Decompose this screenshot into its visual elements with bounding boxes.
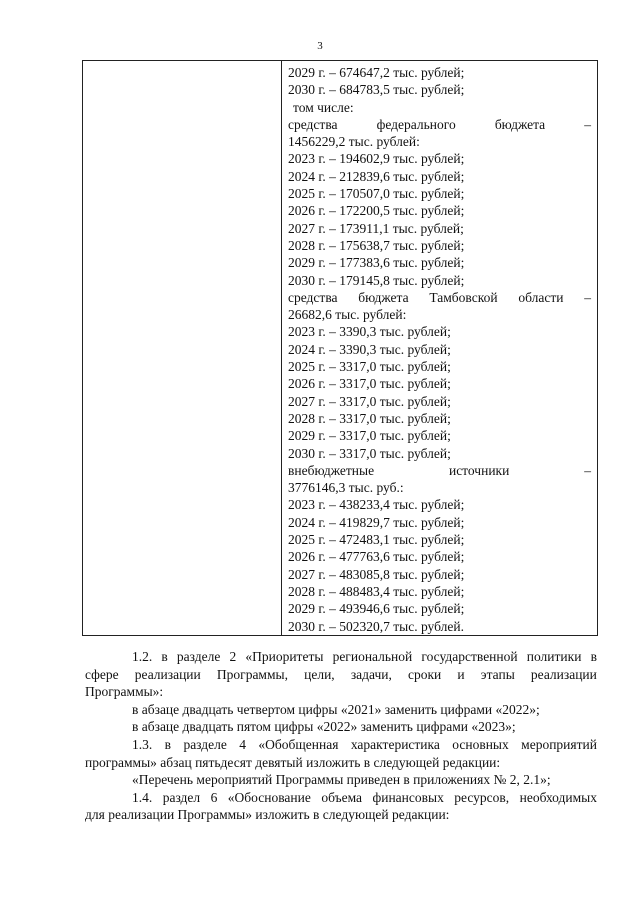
table-word: бюджета bbox=[494, 116, 546, 132]
body-word: 6 bbox=[210, 789, 218, 805]
paragraph-1-2-line-1 bbox=[85, 648, 597, 666]
table-column-divider bbox=[281, 61, 282, 635]
table-line: 1456229,2 тыс. рублей: bbox=[288, 134, 420, 150]
body-word: объема bbox=[321, 789, 363, 805]
table-line bbox=[288, 289, 591, 306]
table-word: бюджета bbox=[358, 289, 409, 305]
table-line: 2027 г. – 173911,1 тыс. рублей; bbox=[288, 220, 464, 236]
body-word: «Приоритеты bbox=[245, 649, 324, 664]
table-line: 2028 г. – 488483,4 тыс. рублей; bbox=[288, 583, 465, 599]
table-line: 2028 г. – 175638,7 тыс. рублей; bbox=[288, 237, 465, 253]
paragraph-24th-abzac: в абзаце двадцать четвертом цифры «2021» заменить цифрами «2022»; bbox=[132, 701, 540, 717]
paragraph-1-4-line-1 bbox=[85, 789, 597, 807]
table-line: 2030 г. – 179145,8 тыс. рублей; bbox=[288, 272, 465, 288]
body-word: 1.3. bbox=[132, 736, 153, 752]
table-word: области bbox=[518, 289, 564, 305]
paragraph-measures-list: «Перечень мероприятий Программы приведен в приложениях № 2, 2.1»; bbox=[132, 772, 551, 788]
table-line: 2027 г. – 3317,0 тыс. рублей; bbox=[288, 393, 451, 409]
table-line: 2030 г. – 502320,7 тыс. рублей. bbox=[288, 618, 464, 634]
table-line: 2029 г. – 493946,6 тыс. рублей; bbox=[288, 601, 465, 617]
table-word: источники bbox=[448, 462, 510, 478]
body-word: «Обоснование bbox=[227, 789, 311, 805]
table-line bbox=[288, 116, 591, 133]
body-word: 1.2. bbox=[132, 649, 153, 664]
body-word: региональной bbox=[332, 649, 413, 664]
table-word: – bbox=[584, 289, 591, 305]
body-word: разделе bbox=[183, 736, 227, 752]
body-word: и bbox=[457, 666, 465, 682]
table-line bbox=[288, 462, 591, 479]
table-line: 2028 г. – 3317,0 тыс. рублей; bbox=[288, 410, 451, 426]
body-word: ресурсов, bbox=[454, 789, 510, 805]
table-line: 2026 г. – 172200,5 тыс. рублей; bbox=[288, 203, 465, 219]
table-line: 2027 г. – 483085,8 тыс. рублей; bbox=[288, 566, 465, 582]
financing-table bbox=[82, 60, 598, 636]
table-line: 2024 г. – 212839,6 тыс. рублей; bbox=[288, 168, 465, 184]
body-word: Программы, bbox=[216, 666, 288, 682]
body-word: сфере bbox=[85, 666, 119, 682]
body-word: 1.4. bbox=[132, 789, 153, 805]
body-word: основных bbox=[452, 736, 509, 752]
table-line: 2025 г. – 472483,1 тыс. рублей; bbox=[288, 532, 465, 548]
body-word: в bbox=[161, 649, 168, 664]
table-line: 2029 г. – 674647,2 тыс. рублей; bbox=[288, 65, 465, 80]
body-word: сроки bbox=[408, 666, 442, 682]
table-word: средства bbox=[288, 116, 338, 132]
table-word: – bbox=[584, 116, 591, 132]
paragraph-1-2-line-2 bbox=[85, 666, 597, 684]
body-word: 4 bbox=[239, 736, 247, 752]
table-line: 2030 г. – 3317,0 тыс. рублей; bbox=[288, 445, 451, 461]
body-word: характеристика bbox=[350, 736, 440, 752]
table-word: внебюджетные bbox=[288, 462, 375, 478]
paragraph-1-3-line-2: программы» абзац пятьдесят девятый изложить в следующей редакции: bbox=[85, 754, 501, 770]
body-word: государственной bbox=[421, 649, 518, 664]
table-line: 26682,6 тыс. рублей: bbox=[288, 307, 407, 323]
table-word: Тамбовской bbox=[429, 289, 498, 305]
body-word: раздел bbox=[162, 789, 201, 805]
body-word: финансовых bbox=[372, 789, 444, 805]
body-word: политики bbox=[526, 649, 582, 664]
table-line: 2023 г. – 3390,3 тыс. рублей; bbox=[288, 324, 451, 340]
table-line: 2025 г. – 3317,0 тыс. рублей; bbox=[288, 359, 451, 375]
table-line: 2026 г. – 477763,6 тыс. рублей; bbox=[288, 549, 465, 565]
financing-cell bbox=[288, 64, 591, 635]
page-number: 3 bbox=[317, 40, 323, 52]
body-word: в bbox=[164, 736, 172, 752]
body-word: в bbox=[590, 649, 597, 664]
table-word: средства bbox=[288, 289, 338, 305]
body-word: мероприятий bbox=[521, 736, 597, 752]
body-word: цели, bbox=[304, 666, 335, 682]
table-line: 2029 г. – 177383,6 тыс. рублей; bbox=[288, 255, 465, 271]
body-word: «Обобщенная bbox=[258, 736, 339, 752]
body-word: необходимых bbox=[519, 789, 597, 805]
table-line: 2024 г. – 3390,3 тыс. рублей; bbox=[288, 341, 451, 357]
amendment-text bbox=[85, 648, 597, 824]
body-word: этапы bbox=[480, 666, 515, 682]
body-word: реализации bbox=[530, 666, 597, 682]
table-line: 2023 г. – 194602,9 тыс. рублей; bbox=[288, 151, 465, 167]
body-word: реализации bbox=[134, 666, 201, 682]
paragraph-1-4-line-2: для реализации Программы» изложить в следующей редакции: bbox=[85, 807, 450, 823]
table-word: федерального bbox=[376, 116, 456, 132]
body-word: 2 bbox=[229, 649, 237, 664]
body-word: задачи, bbox=[350, 666, 392, 682]
table-line: том числе: bbox=[293, 99, 354, 115]
table-line: 2026 г. – 3317,0 тыс. рублей; bbox=[288, 376, 451, 392]
table-line: 2029 г. – 3317,0 тыс. рублей; bbox=[288, 428, 451, 444]
table-line: 3776146,3 тыс. руб.: bbox=[288, 480, 404, 496]
table-line: 2025 г. – 170507,0 тыс. рублей; bbox=[288, 186, 465, 202]
table-word: – bbox=[584, 462, 591, 478]
paragraph-1-3-line-1 bbox=[85, 736, 597, 754]
table-line: 2024 г. – 419829,7 тыс. рублей; bbox=[288, 514, 465, 530]
body-word: разделе bbox=[176, 649, 221, 664]
paragraph-25th-abzac: в абзаце двадцать пятом цифры «2022» заменить цифрами «2023»; bbox=[132, 719, 516, 735]
paragraph-1-2-line-3: Программы»: bbox=[85, 684, 164, 700]
table-line: 2030 г. – 684783,5 тыс. рублей; bbox=[288, 82, 465, 98]
table-line: 2023 г. – 438233,4 тыс. рублей; bbox=[288, 497, 465, 513]
